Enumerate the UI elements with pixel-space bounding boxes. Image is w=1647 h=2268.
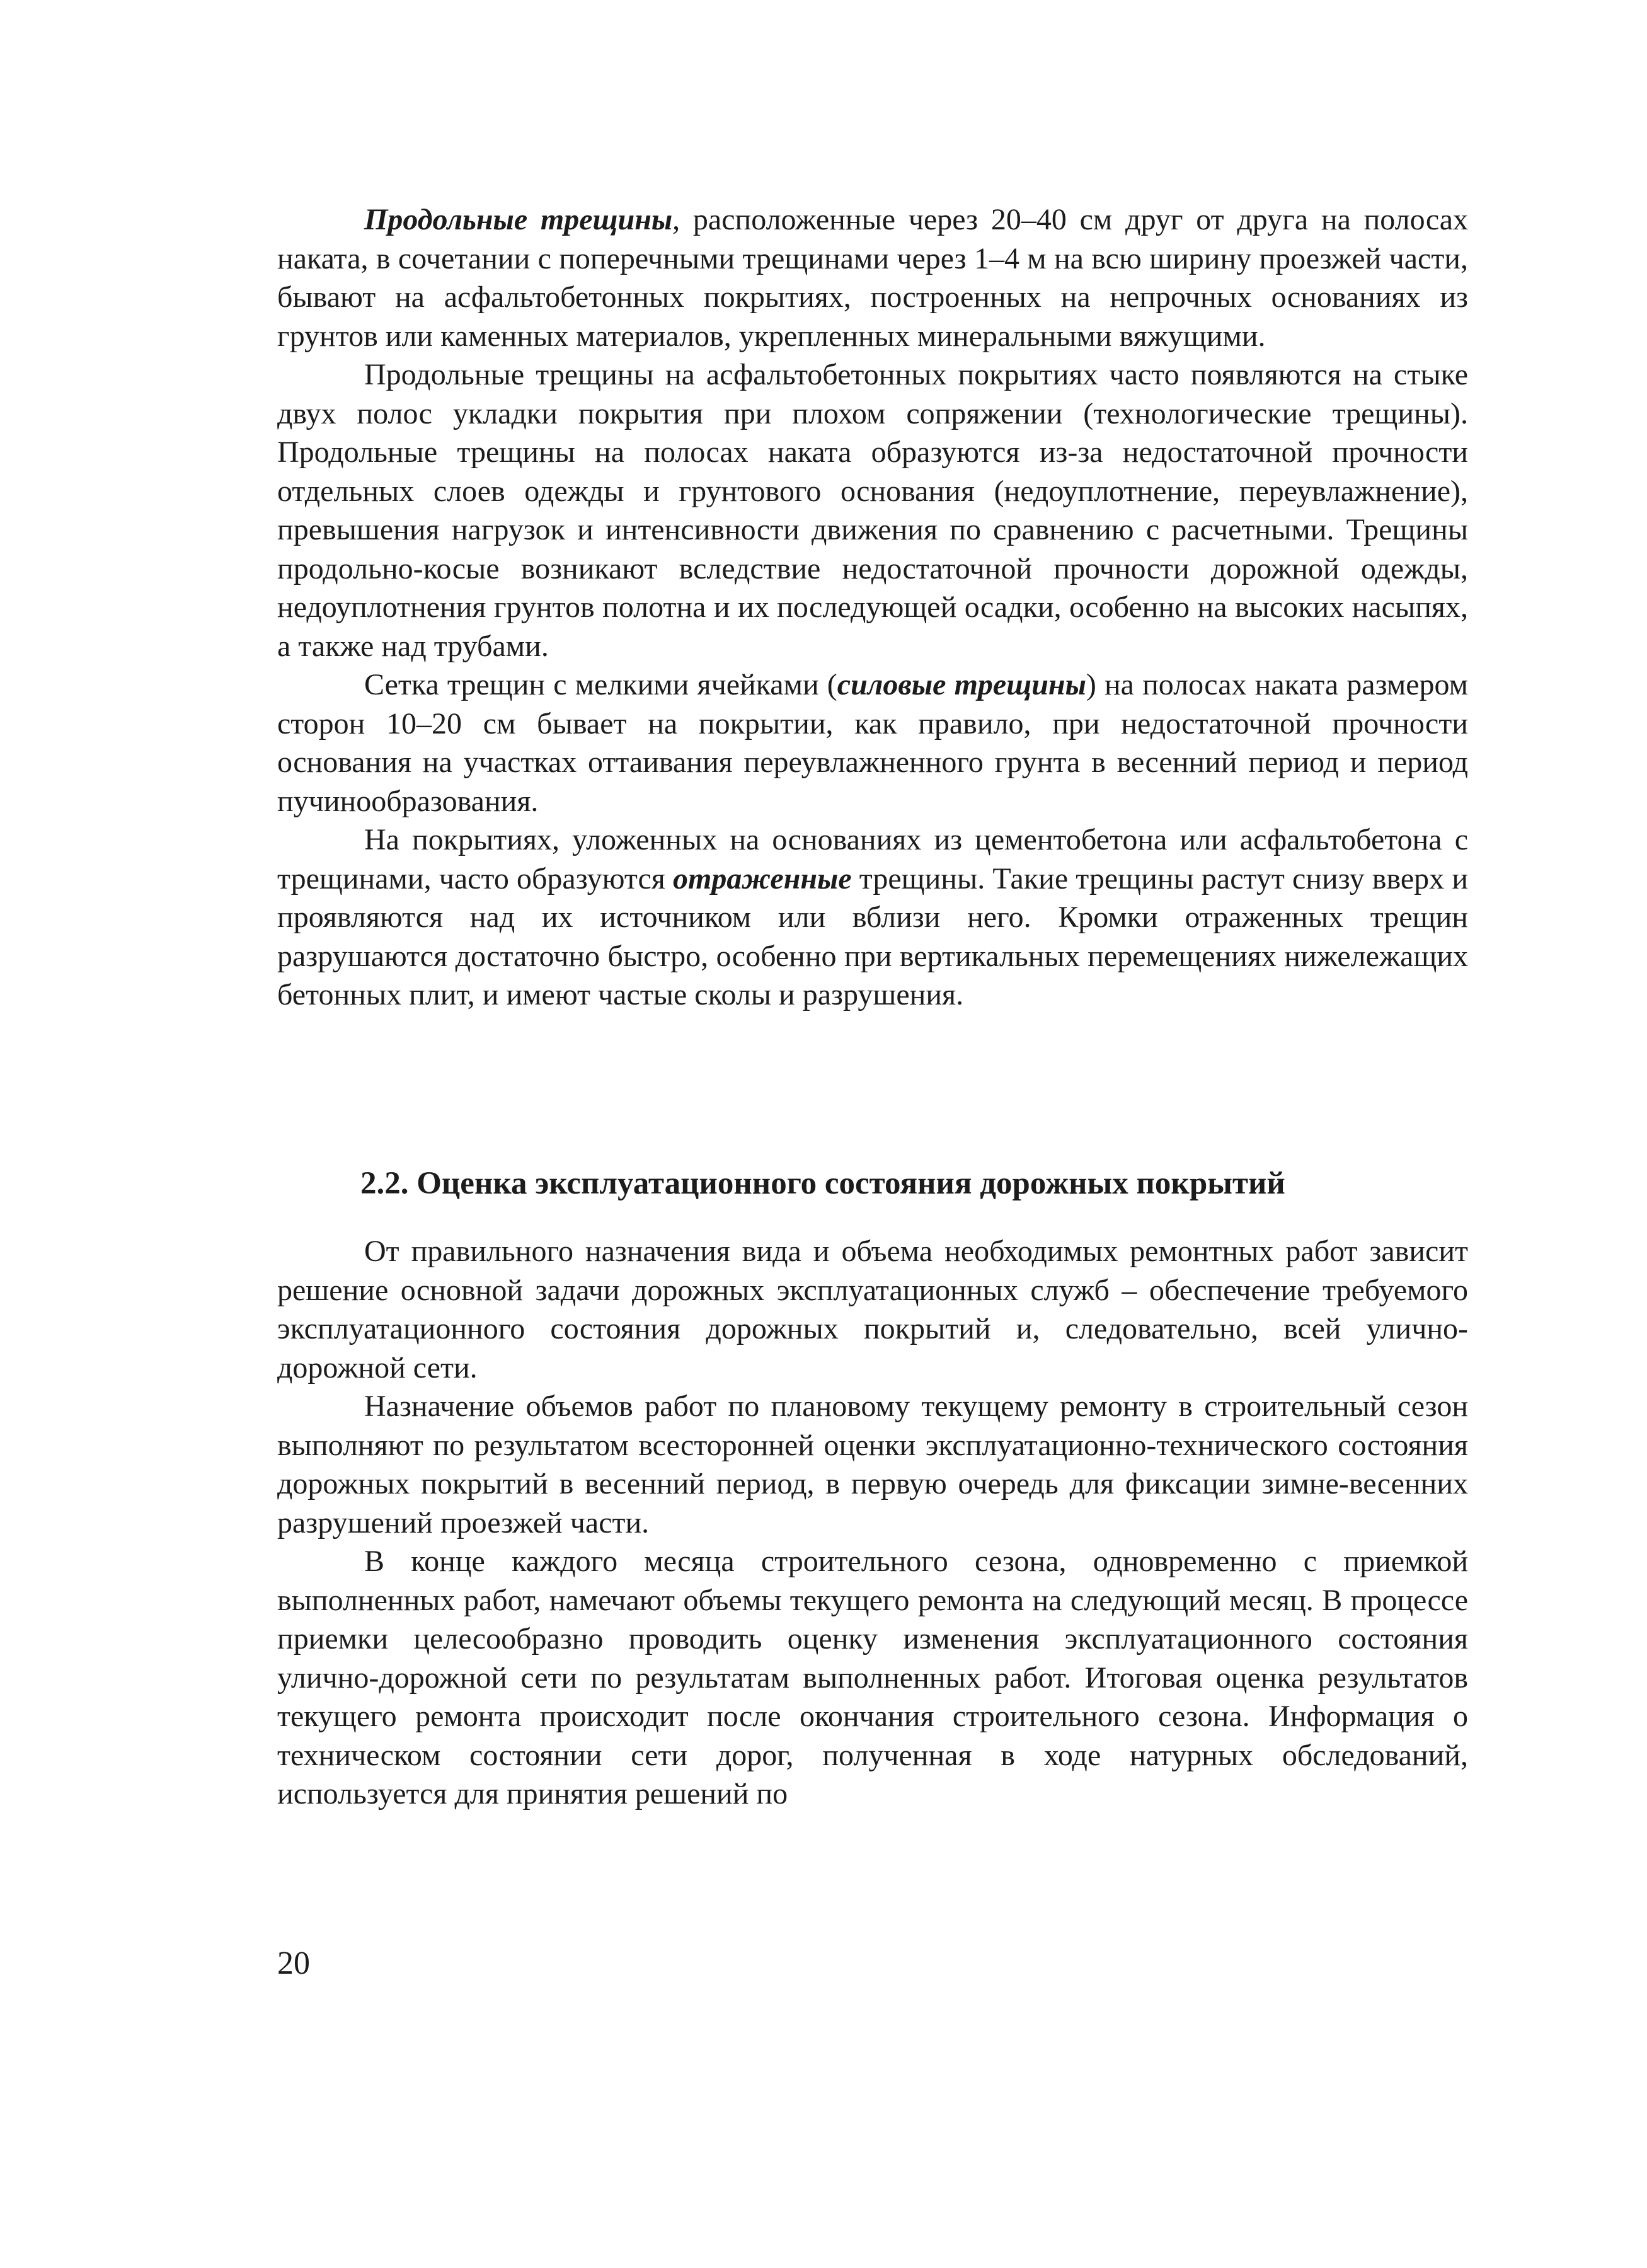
paragraph-text: На покрытиях, уложенных на основаниях из цементобетона или асфальтобетона с трещинами, часто образуются (277, 823, 1468, 895)
paragraph-longitudinal-cracks (277, 200, 1468, 355)
paragraph-reflected-cracks (277, 820, 1468, 1015)
paragraph-causes: Продольные трещины на асфальтобетонных покрытиях часто появляются на стыке двух полос укладки покрытия при плохом сопряжении (технологические трещины). Продольные трещины на полосах наката образуются из-за недостаточной прочности отдельных слоев одежды и грунтового основания (недоуплотнение, переувлажнение), превышения нагрузок и интенсивности движения по сравнению с расчетными. Трещины продольно-косые возникают вследствие недостаточной прочности дорожной одежды, недоуплотнения грунтов полотна и их последующей осадки, особенно на высоких насыпях, а также над трубами. (277, 358, 1468, 663)
section-heading: 2.2. Оценка эксплуатационного состояния дорожных покрытий (360, 1166, 1285, 1201)
paragraph-monthly-assessment: В конце каждого месяца строительного сезона, одновременно с приемкой выполненных работ, намечают объемы текущего ремонта на следующий месяц. В процессе приемки целесообразно проводить оценку изменения эксплуатационного состояния улично-дорожной сети по результатам выполненных работ. Итоговая оценка результатов текущего ремонта происходит после окончания строительного сезона. Информация о техническом состоянии сети дорог, полученная в ходе натурных обследований, используется для принятия решений по (277, 1545, 1468, 1810)
page-number: 20 (277, 1945, 310, 1981)
paragraph-text: трещины. Такие трещины растут снизу вверх и проявляются над их источником или вблизи него. Кромки отраженных трещин разрушаются достаточно быстро, особенно при вертикальных перемещениях нижележащих бетонных плит, и имеют частые сколы и разрушения. (277, 861, 1469, 1011)
term-load-cracks: силовые трещины (837, 668, 1086, 701)
paragraph-repair-planning: От правильного назначения вида и объема необходимых ремонтных работ зависит решение основной задачи дорожных эксплуатационных служб – обеспечение требуемого эксплуатационного состояния дорожных покрытий и, следовательно, всей улично-дорожной сети. (277, 1235, 1468, 1384)
body-text-top (277, 200, 1468, 1015)
paragraph-work-volumes: Назначение объемов работ по плановому текущему ремонту в строительный сезон выполняют по результатом всесторонней оценки эксплуатационно-технического состояния дорожных покрытий в весенний период, в первую очередь для фиксации зимне-весенних разрушений проезжей части. (277, 1390, 1468, 1540)
term-longitudinal-cracks: Продольные трещины (364, 203, 673, 236)
paragraph-text: , расположенные через 20–40 см друг от друга на полосах наката, в сочетании с поперечными трещинами через 1–4 м на всю ширину проезжей части, бывают на асфальтобетонных покрытиях, построенных на непрочных основаниях из грунтов или каменных материалов, укрепленных минеральными вяжущими. (277, 203, 1469, 353)
paragraph-text: ) на полосах наката размером сторон 10–20 см бывает на покрытии, как правило, при недостаточной прочности основания на участках оттаивания переувлажненного грунта в весенний период и период пучинообразования. (277, 668, 1468, 818)
term-reflected-cracks: отраженные (673, 861, 852, 895)
paragraph-text: Сетка трещин с мелкими ячейками ( (364, 668, 837, 701)
body-text-bottom (277, 1232, 1468, 1814)
paragraph-crack-mesh (277, 665, 1468, 820)
